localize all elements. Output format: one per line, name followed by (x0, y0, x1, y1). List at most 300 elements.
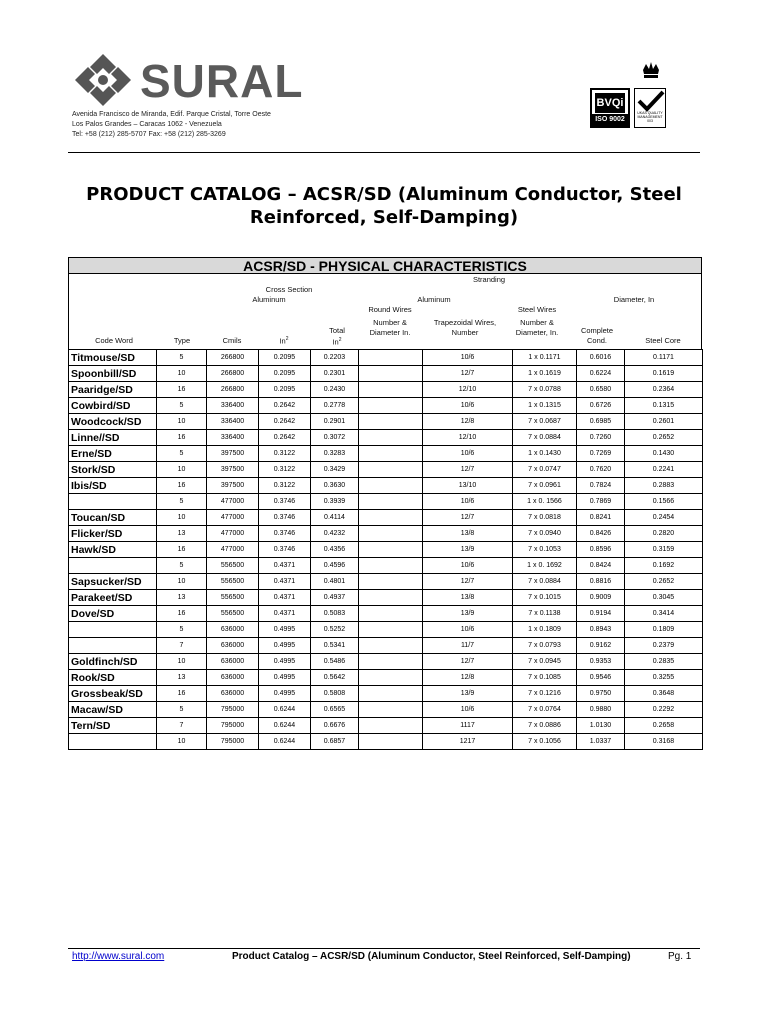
cell-cmils: 477000 (207, 542, 259, 558)
header-complete-cond: Complete Cond. (580, 326, 614, 345)
cell-round (359, 734, 423, 750)
cell-cmils: 556500 (207, 574, 259, 590)
cell-core: 0.1315 (625, 398, 703, 414)
cell-code (69, 734, 157, 750)
cell-in2: 0.4995 (259, 686, 311, 702)
table-body (69, 350, 703, 750)
cell-steel: 7 x 0.1056 (513, 734, 577, 750)
header-steel-wires: Steel Wires (517, 305, 557, 314)
cell-round (359, 718, 423, 734)
cell-type: 5 (157, 702, 207, 718)
cell-code: Cowbird/SD (69, 398, 157, 414)
cell-round (359, 686, 423, 702)
cell-round (359, 574, 423, 590)
cell-complete: 0.7269 (577, 446, 625, 462)
cell-complete: 0.7824 (577, 478, 625, 494)
cell-complete: 0.6224 (577, 366, 625, 382)
cell-total: 0.4937 (311, 590, 359, 606)
cell-trap: 10/6 (423, 446, 513, 462)
cell-steel: 7 x 0.0687 (513, 414, 577, 430)
cell-complete: 0.9009 (577, 590, 625, 606)
cell-complete: 1.0130 (577, 718, 625, 734)
table-row (69, 654, 703, 670)
page-title: PRODUCT CATALOG – ACSR/SD (Aluminum Conductor, Steel Reinforced, Self-Damping) (86, 184, 682, 228)
cell-cmils: 397500 (207, 446, 259, 462)
cell-trap: 13/8 (423, 526, 513, 542)
cell-type: 16 (157, 478, 207, 494)
cell-round (359, 702, 423, 718)
cell-steel: 7 x 0.0940 (513, 526, 577, 542)
cell-code: Spoonbill/SD (69, 366, 157, 382)
cell-trap: 12/10 (423, 382, 513, 398)
cell-cmils: 336400 (207, 414, 259, 430)
cell-in2: 0.3746 (259, 542, 311, 558)
cell-cmils: 795000 (207, 718, 259, 734)
cell-steel: 7 x 0.0884 (513, 574, 577, 590)
cell-cmils: 477000 (207, 494, 259, 510)
cell-type: 13 (157, 670, 207, 686)
cell-type: 5 (157, 494, 207, 510)
cell-type: 5 (157, 446, 207, 462)
cell-round (359, 622, 423, 638)
cell-trap: 12/7 (423, 574, 513, 590)
ukas-mark (634, 58, 668, 136)
cell-in2: 0.4995 (259, 654, 311, 670)
cell-steel: 7 x 0.1015 (513, 590, 577, 606)
cell-core: 0.2652 (625, 574, 703, 590)
company-logo (72, 52, 304, 108)
cell-core: 0.3159 (625, 542, 703, 558)
table-row (69, 718, 703, 734)
cell-trap: 12/10 (423, 430, 513, 446)
cell-code (69, 558, 157, 574)
cell-cmils: 397500 (207, 462, 259, 478)
table-row (69, 446, 703, 462)
bvqi-label: BVQi (595, 93, 625, 113)
cell-total: 0.4801 (311, 574, 359, 590)
cell-code: Hawk/SD (69, 542, 157, 558)
address-line: Avenida Francisco de Miranda, Edif. Parque Cristal, Torre Oeste (72, 111, 271, 118)
cell-total: 0.3072 (311, 430, 359, 446)
cell-code (69, 622, 157, 638)
cell-trap: 12/7 (423, 510, 513, 526)
cell-in2: 0.4995 (259, 622, 311, 638)
cell-steel: 1 x 0.1171 (513, 350, 577, 366)
cell-round (359, 558, 423, 574)
cell-type: 7 (157, 638, 207, 654)
cell-steel: 7 x 0.1138 (513, 606, 577, 622)
cell-core: 0.2820 (625, 526, 703, 542)
cell-type: 5 (157, 398, 207, 414)
header-steel-number: Number & Diameter, In. (515, 318, 559, 337)
cell-round (359, 638, 423, 654)
table-row (69, 430, 703, 446)
table-column-headers (68, 274, 702, 349)
cell-complete: 0.7620 (577, 462, 625, 478)
cell-type: 16 (157, 542, 207, 558)
cell-trap: 12/7 (423, 654, 513, 670)
cell-core: 0.1692 (625, 558, 703, 574)
cell-total: 0.5252 (311, 622, 359, 638)
cell-steel: 1 x 0.1430 (513, 446, 577, 462)
cell-in2: 0.2642 (259, 414, 311, 430)
cell-cmils: 636000 (207, 686, 259, 702)
cell-type: 16 (157, 382, 207, 398)
cell-trap: 13/9 (423, 542, 513, 558)
cell-core: 0.3414 (625, 606, 703, 622)
iso-label: ISO 9002 (592, 114, 628, 126)
cell-core: 0.1619 (625, 366, 703, 382)
footer-title: Product Catalog – ACSR/SD (Aluminum Conductor, Steel Reinforced, Self-Damping) (232, 951, 631, 962)
table-heading: ACSR/SD - PHYSICAL CHARACTERISTICS (68, 257, 702, 274)
table-row (69, 638, 703, 654)
cell-cmils: 636000 (207, 654, 259, 670)
table-row (69, 510, 703, 526)
cell-steel: 7 x 0.0961 (513, 478, 577, 494)
cell-trap: 11/7 (423, 638, 513, 654)
cell-total: 0.4232 (311, 526, 359, 542)
cell-core: 0.2241 (625, 462, 703, 478)
cell-core: 0.1809 (625, 622, 703, 638)
header-steel-core: Steel Core (645, 336, 681, 345)
address-line: Tel: +58 (212) 285-5707 Fax: +58 (212) 285-3269 (72, 131, 226, 138)
cell-in2: 0.3122 (259, 446, 311, 462)
header-cmils: Cmils (222, 336, 242, 345)
cell-in2: 0.2642 (259, 398, 311, 414)
cell-code (69, 494, 157, 510)
cell-in2: 0.2095 (259, 350, 311, 366)
cell-steel: 7 x 0.0747 (513, 462, 577, 478)
cell-steel: 7 x 0.0818 (513, 510, 577, 526)
cell-in2: 0.2095 (259, 366, 311, 382)
cell-in2: 0.3122 (259, 478, 311, 494)
bvqi-mark (590, 88, 630, 128)
cell-type: 7 (157, 718, 207, 734)
header-round-wires: Round Wires (368, 305, 412, 314)
cell-cmils: 556500 (207, 558, 259, 574)
cell-type: 10 (157, 414, 207, 430)
ukas-label: UKAS QUALITY MANAGEMENT 003 (637, 111, 663, 123)
cell-complete: 0.9194 (577, 606, 625, 622)
header-in2 (259, 334, 309, 347)
cell-core: 0.1430 (625, 446, 703, 462)
cell-code: Parakeet/SD (69, 590, 157, 606)
cell-cmils: 636000 (207, 622, 259, 638)
table-row (69, 494, 703, 510)
header-type: Type (173, 336, 191, 345)
cell-complete: 0.9750 (577, 686, 625, 702)
header-aluminum: Aluminum (417, 295, 451, 304)
cell-core: 0.2292 (625, 702, 703, 718)
table-row (69, 702, 703, 718)
total-in2-label: In (332, 337, 339, 347)
cell-steel: 7 x 0.0945 (513, 654, 577, 670)
cell-complete: 0.7260 (577, 430, 625, 446)
cell-trap: 12/8 (423, 670, 513, 686)
cell-steel: 1 x 0.1619 (513, 366, 577, 382)
cell-complete: 0.8424 (577, 558, 625, 574)
cell-cmils: 477000 (207, 510, 259, 526)
cell-steel: 7 x 0.0764 (513, 702, 577, 718)
cell-code: Grossbeak/SD (69, 686, 157, 702)
header-divider (68, 152, 700, 153)
cell-complete: 0.6016 (577, 350, 625, 366)
cell-total: 0.2430 (311, 382, 359, 398)
cell-steel: 7 x 0.0793 (513, 638, 577, 654)
cell-complete: 0.8816 (577, 574, 625, 590)
website-link[interactable]: http://www.sural.com (72, 951, 165, 962)
cell-cmils: 336400 (207, 398, 259, 414)
cell-type: 13 (157, 526, 207, 542)
cell-trap: 10/6 (423, 398, 513, 414)
cell-total: 0.2301 (311, 366, 359, 382)
cell-type: 16 (157, 606, 207, 622)
cell-total: 0.5642 (311, 670, 359, 686)
cell-core: 0.2658 (625, 718, 703, 734)
cell-complete: 0.6726 (577, 398, 625, 414)
cell-round (359, 510, 423, 526)
cell-code: Sapsucker/SD (69, 574, 157, 590)
cell-cmils: 636000 (207, 670, 259, 686)
cell-round (359, 590, 423, 606)
cell-total: 0.2778 (311, 398, 359, 414)
cell-total: 0.4596 (311, 558, 359, 574)
cell-code: Erne/SD (69, 446, 157, 462)
header-trapezoidal: Trapezoidal Wires, Number (433, 318, 497, 337)
table-row (69, 366, 703, 382)
cell-code: Dove/SD (69, 606, 157, 622)
cell-core: 0.2454 (625, 510, 703, 526)
cell-in2: 0.4995 (259, 670, 311, 686)
cell-trap: 12/8 (423, 414, 513, 430)
cell-trap: 13/10 (423, 478, 513, 494)
cell-complete: 0.8426 (577, 526, 625, 542)
header-code-word: Code Word (95, 336, 133, 345)
cell-in2: 0.2095 (259, 382, 311, 398)
cell-total: 0.6676 (311, 718, 359, 734)
crown-icon (634, 58, 668, 92)
in2-label: In (279, 336, 286, 346)
cell-type: 10 (157, 510, 207, 526)
cell-steel: 7 x 0.1216 (513, 686, 577, 702)
cell-cmils: 795000 (207, 702, 259, 718)
cell-core: 0.3255 (625, 670, 703, 686)
logo-wordmark: SURAL (140, 55, 304, 107)
table-row (69, 622, 703, 638)
cell-round (359, 654, 423, 670)
table-row (69, 478, 703, 494)
cell-total: 0.4114 (311, 510, 359, 526)
cell-type: 16 (157, 430, 207, 446)
cell-in2: 0.6244 (259, 734, 311, 750)
cell-core: 0.1566 (625, 494, 703, 510)
cell-cmils: 266800 (207, 366, 259, 382)
cell-code: Toucan/SD (69, 510, 157, 526)
cell-trap: 10/6 (423, 350, 513, 366)
cell-round (359, 366, 423, 382)
cell-code: Flicker/SD (69, 526, 157, 542)
cell-code: Stork/SD (69, 462, 157, 478)
cell-code: Tern/SD (69, 718, 157, 734)
cell-total: 0.6857 (311, 734, 359, 750)
cell-trap: 1217 (423, 734, 513, 750)
sup2: 2 (338, 337, 342, 343)
cell-cmils: 397500 (207, 478, 259, 494)
cell-core: 0.2652 (625, 430, 703, 446)
cell-cmils: 556500 (207, 606, 259, 622)
header-diameter: Diameter, In (613, 295, 655, 304)
table-row (69, 606, 703, 622)
header-cross-aluminum: Aluminum (252, 295, 286, 304)
cell-steel: 7 x 0.0788 (513, 382, 577, 398)
cell-trap: 10/6 (423, 494, 513, 510)
cell-type: 10 (157, 734, 207, 750)
cell-total: 0.6565 (311, 702, 359, 718)
table-row (69, 590, 703, 606)
cell-type: 10 (157, 654, 207, 670)
cell-in2: 0.3746 (259, 526, 311, 542)
cell-complete: 0.8241 (577, 510, 625, 526)
table-row (69, 398, 703, 414)
cell-trap: 12/7 (423, 462, 513, 478)
cell-type: 5 (157, 622, 207, 638)
table-row (69, 542, 703, 558)
cell-in2: 0.3746 (259, 494, 311, 510)
table-row (69, 686, 703, 702)
ukas-box (634, 88, 666, 128)
cell-code: Ibis/SD (69, 478, 157, 494)
characteristics-table (68, 349, 703, 750)
cell-in2: 0.4371 (259, 558, 311, 574)
cell-in2: 0.4995 (259, 638, 311, 654)
cell-steel: 7 x 0.1053 (513, 542, 577, 558)
sural-logo-icon (72, 52, 134, 108)
checkmark-icon (636, 90, 666, 112)
cell-type: 10 (157, 366, 207, 382)
table-row (69, 574, 703, 590)
cell-in2: 0.3746 (259, 510, 311, 526)
cell-round (359, 670, 423, 686)
cell-core: 0.2883 (625, 478, 703, 494)
cell-steel: 1 x 0.1809 (513, 622, 577, 638)
cell-steel: 7 x 0.0884 (513, 430, 577, 446)
footer-divider (68, 948, 700, 949)
cell-trap: 10/6 (423, 558, 513, 574)
cell-trap: 1117 (423, 718, 513, 734)
header-cross-section: Cross Section (265, 285, 313, 294)
cell-total: 0.5808 (311, 686, 359, 702)
cell-complete: 0.8943 (577, 622, 625, 638)
header-total: Total (329, 326, 345, 335)
cell-complete: 0.8596 (577, 542, 625, 558)
cell-round (359, 430, 423, 446)
cell-core: 0.2364 (625, 382, 703, 398)
cell-total: 0.2901 (311, 414, 359, 430)
table-row (69, 670, 703, 686)
cell-complete: 0.6985 (577, 414, 625, 430)
header-num-diameter: Number & Diameter In. (369, 318, 411, 337)
sup2: 2 (285, 336, 289, 342)
cell-code: Rook/SD (69, 670, 157, 686)
cell-round (359, 398, 423, 414)
cell-trap: 13/9 (423, 606, 513, 622)
cell-in2: 0.4371 (259, 574, 311, 590)
cell-core: 0.2601 (625, 414, 703, 430)
table-row (69, 734, 703, 750)
table-row (69, 526, 703, 542)
cell-total: 0.5486 (311, 654, 359, 670)
cell-steel: 1 x 0. 1566 (513, 494, 577, 510)
cell-cmils: 556500 (207, 590, 259, 606)
cell-round (359, 542, 423, 558)
cell-round (359, 462, 423, 478)
cell-cmils: 336400 (207, 430, 259, 446)
cell-trap: 12/7 (423, 366, 513, 382)
cell-cmils: 795000 (207, 734, 259, 750)
cell-core: 0.3045 (625, 590, 703, 606)
certification-marks (590, 58, 668, 136)
page-number: Pg. 1 (668, 951, 692, 962)
cell-type: 5 (157, 350, 207, 366)
cell-trap: 13/8 (423, 590, 513, 606)
cell-cmils: 477000 (207, 526, 259, 542)
table-row (69, 558, 703, 574)
cell-core: 0.2835 (625, 654, 703, 670)
cell-total: 0.3283 (311, 446, 359, 462)
cell-code: Macaw/SD (69, 702, 157, 718)
cell-complete: 0.6580 (577, 382, 625, 398)
cell-complete: 0.7869 (577, 494, 625, 510)
cell-total: 0.3429 (311, 462, 359, 478)
cell-steel: 1 x 0. 1692 (513, 558, 577, 574)
cell-in2: 0.6244 (259, 718, 311, 734)
cell-in2: 0.2642 (259, 430, 311, 446)
cell-type: 10 (157, 574, 207, 590)
cell-round (359, 350, 423, 366)
cell-round (359, 606, 423, 622)
address-line: Los Palos Grandes – Caracas 1062 - Venezuela (72, 121, 222, 128)
cell-steel: 7 x 0.1085 (513, 670, 577, 686)
cell-complete: 1.0337 (577, 734, 625, 750)
cell-code: Paaridge/SD (69, 382, 157, 398)
cell-trap: 10/6 (423, 622, 513, 638)
cell-core: 0.2379 (625, 638, 703, 654)
cell-total: 0.2203 (311, 350, 359, 366)
cell-complete: 0.9546 (577, 670, 625, 686)
cell-cmils: 266800 (207, 350, 259, 366)
cell-complete: 0.9880 (577, 702, 625, 718)
cell-type: 5 (157, 558, 207, 574)
cell-total: 0.3939 (311, 494, 359, 510)
cell-total: 0.5341 (311, 638, 359, 654)
cell-round (359, 494, 423, 510)
cell-steel: 1 x 0.1315 (513, 398, 577, 414)
cell-core: 0.3168 (625, 734, 703, 750)
cell-round (359, 478, 423, 494)
cell-in2: 0.4371 (259, 590, 311, 606)
cell-in2: 0.3122 (259, 462, 311, 478)
cell-complete: 0.9162 (577, 638, 625, 654)
table-row (69, 382, 703, 398)
cell-total: 0.3630 (311, 478, 359, 494)
cell-round (359, 526, 423, 542)
cell-code: Woodcock/SD (69, 414, 157, 430)
cell-in2: 0.4371 (259, 606, 311, 622)
cell-core: 0.3648 (625, 686, 703, 702)
table-row (69, 414, 703, 430)
table-row (69, 462, 703, 478)
cell-total: 0.4356 (311, 542, 359, 558)
